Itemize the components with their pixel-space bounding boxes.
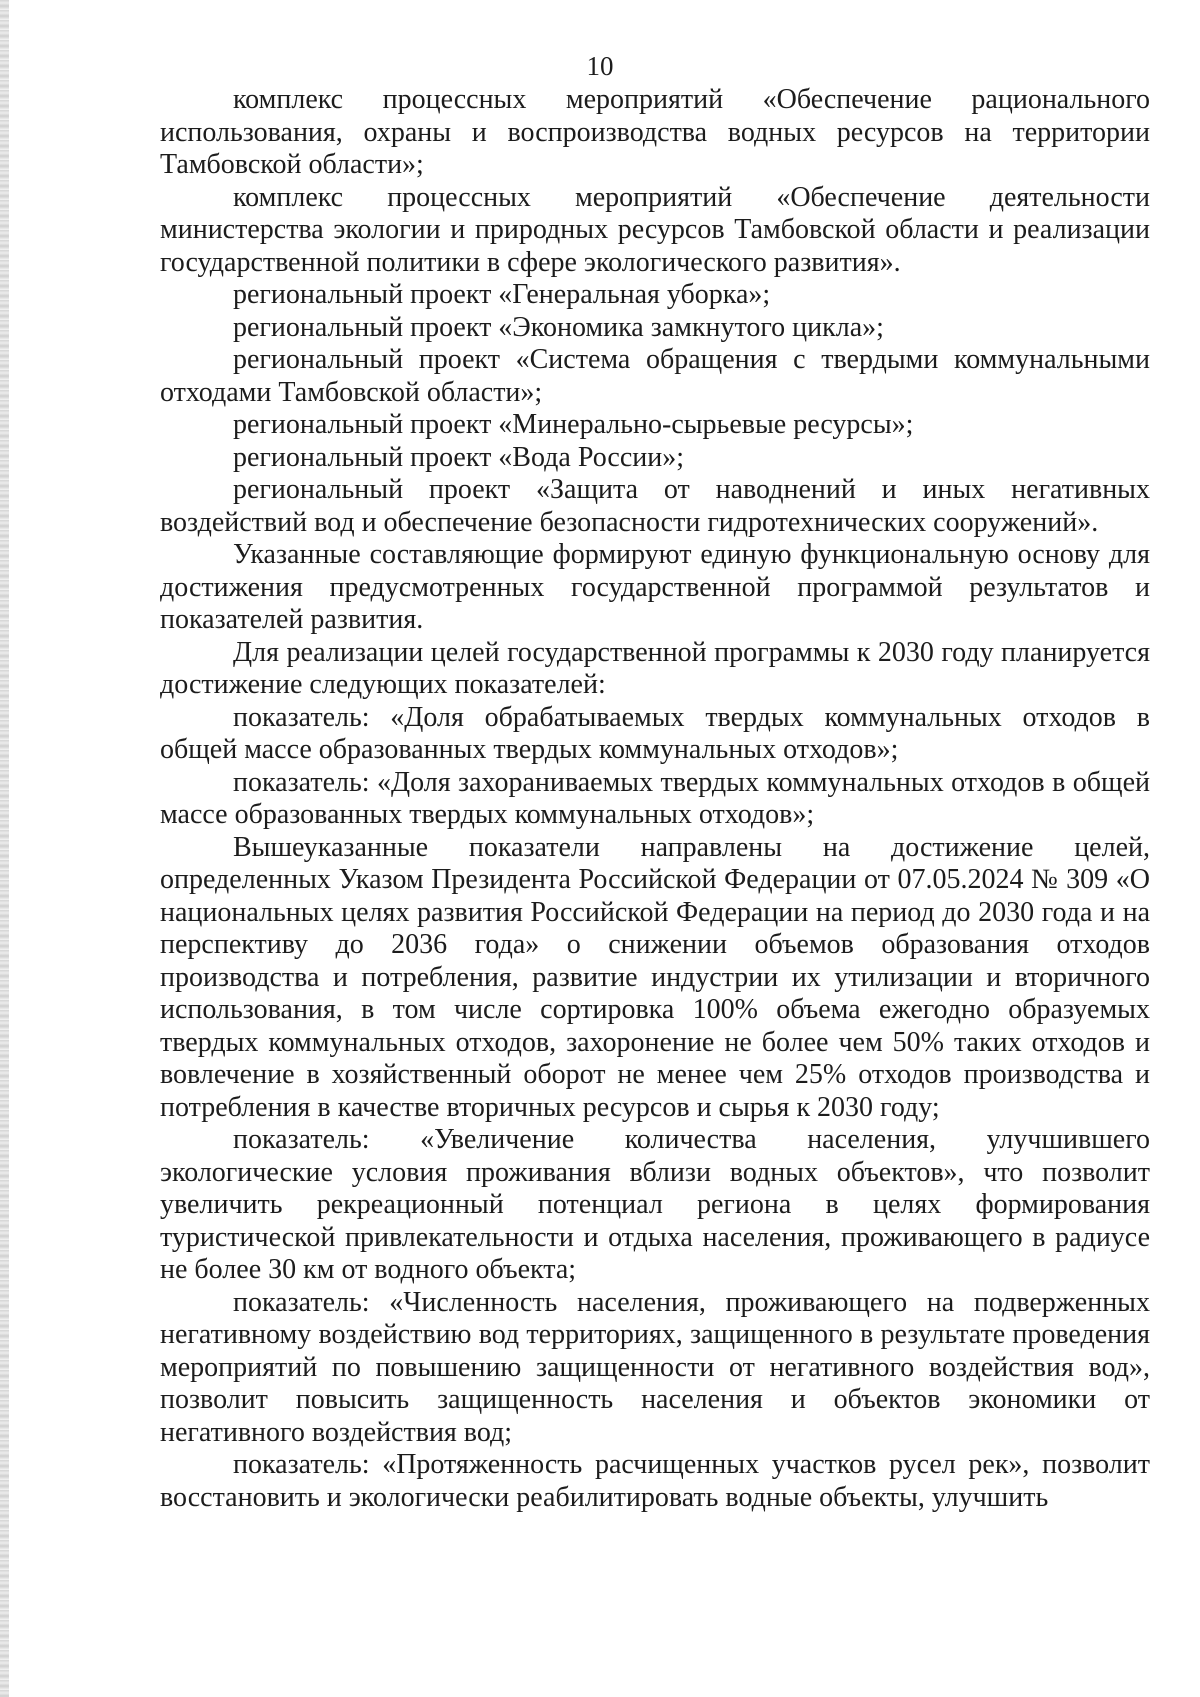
paragraph-indicators-decree: Вышеуказанные показатели направлены на достижение целей, определенных Указом Президента Российской Федерации от 07.05.2024 № 309 «О национальных целях развития Российской Федерации на период до 2030 года и на перспективу до 2036 года» о снижении объемов образования отходов производства и потребления, развитие индустрии их утилизации и вторичного использования, в том числе сортировка 100% объема ежегодно образуемых твердых коммунальных отходов, захоронение не более чем 50% таких отходов и вовлечение в хозяйственный оборот не менее чем 25% отходов производства и потребления в качестве вторичных ресурсов и сырья к 2030 году; [160, 831, 1150, 1123]
scan-edge-strip [0, 0, 9, 1697]
paragraph-indicator-river-cleaning: показатель: «Протяженность расчищенных участков русел рек», позволит восстановить и экологически реабилитировать водные объекты, улучшить [160, 1449, 1150, 1513]
paragraph-project-general-cleaning: региональный проект «Генеральная уборка»; [233, 279, 771, 310]
paragraph-indicator-population-water: показатель: «Увеличение количества населения, улучшившего экологические условия проживания вблизи водных объектов», что позволит увеличить рекреационный потенциал региона в целях формирования туристической привлекательности и отдыха населения, проживающего в радиусе не более 30 км от водного объекта; [160, 1124, 1150, 1285]
document-body [160, 84, 1150, 1514]
paragraph-project-solid-waste: региональный проект «Система обращения с твердыми коммунальными отходами Тамбовской области»; [160, 344, 1150, 408]
paragraph-complex-water-resources: комплекс процессных мероприятий «Обеспечение рационального использования, охраны и воспроизводства водных ресурсов на территории Тамбовской области»; [160, 84, 1150, 180]
paragraph-project-circular-economy: региональный проект «Экономика замкнутого цикла»; [233, 311, 884, 343]
paragraph-project-water-russia: региональный проект «Вода России»; [233, 441, 685, 473]
paragraph-complex-ministry: комплекс процессных мероприятий «Обеспечение деятельности министерства экологии и природных ресурсов Тамбовской области и реализации государственной политики в сфере экологического развития». [160, 181, 1150, 278]
page-number: 10 [586, 51, 614, 81]
paragraph-project-flood-protection: региональный проект «Защита от наводнений и иных негативных воздействий вод и обеспечение безопасности гидротехнических сооружений». [160, 474, 1150, 538]
paragraph-indicator-flood-protected: показатель: «Численность населения, проживающего на подверженных негативному воздействию вод территориях, защищенного в результате проведения мероприятий по повышению защищенности от негативного воздействия вод», позволит повысить защищенность населения и объектов экономики от негативного воздействия вод; [160, 1286, 1150, 1448]
paragraph-indicator-buried-waste: показатель: «Доля захораниваемых твердых коммунальных отходов в общей массе образованных твердых коммунальных отходов»; [160, 766, 1150, 830]
paragraph-indicators-intro: Для реализации целей государственной программы к 2030 году планируется достижение следующих показателей: [160, 636, 1150, 700]
paragraph-project-mineral-resources: региональный проект «Минерально-сырьевые ресурсы»; [233, 409, 914, 440]
paragraph-indicator-processed-waste: показатель: «Доля обрабатываемых твердых коммунальных отходов в общей массе образованных твердых коммунальных отходов»; [160, 701, 1150, 765]
paragraph-components-summary: Указанные составляющие формируют единую функциональную основу для достижения предусмотренных государственной программой результатов и показателей развития. [160, 539, 1150, 635]
